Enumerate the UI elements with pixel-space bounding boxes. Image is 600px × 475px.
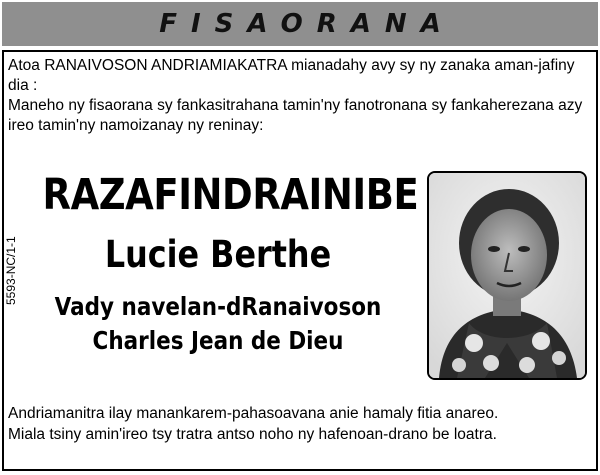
intro-line-2: Maneho ny fisaorana sy fankasitrahana tamin'ny fanotronana sy fankaherezana azy ireo tamin'ny namoizanay ny reninay: <box>8 97 583 134</box>
outro-text <box>8 403 594 445</box>
outro-line-2: Miala tsiny amin'ireo tsy tratra antso noho ny hafenoan-drano be loatra. <box>8 426 497 443</box>
spouse-line-1: Vady navelan-dRanaivoson <box>54 292 382 321</box>
portrait-photo <box>427 171 587 380</box>
deceased-given-names: Lucie Berthe <box>104 233 332 276</box>
notice-title: FISAORANA <box>159 9 455 39</box>
deceased-name-block <box>14 168 422 358</box>
intro-text <box>8 56 594 136</box>
side-reference-code: 5593-NC/1-1 <box>4 236 18 305</box>
spouse-line-2: Charles Jean de Dieu <box>92 326 344 355</box>
portrait-illustration <box>429 173 585 378</box>
intro-line-1: Atoa RANAIVOSON ANDRIAMIAKATRA mianadahy avy sy ny zanaka aman-jafiny dia : <box>8 57 575 94</box>
deceased-surname: RAZAFINDRAINIBE <box>42 170 419 220</box>
outro-line-1: Andriamanitra ilay manankarem-pahasoavana anie hamaly fitia anareo. <box>8 405 499 422</box>
header-banner <box>2 2 598 46</box>
